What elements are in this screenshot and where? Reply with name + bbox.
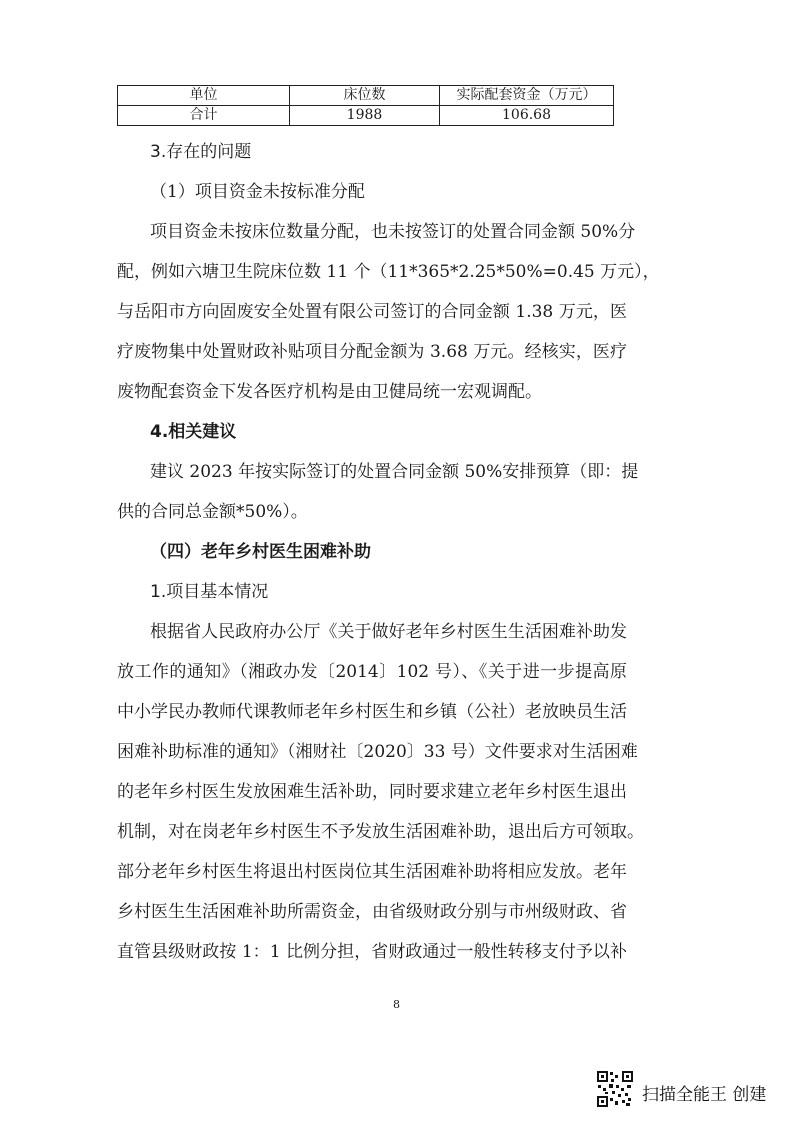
table-cell: 106.68 (440, 106, 614, 126)
table-row (118, 106, 614, 126)
page-number: 8 (393, 998, 400, 1011)
paragraph-line: 废物配套资金下发各医疗机构是由卫健局统一宏观调配。 (117, 382, 542, 402)
paragraph-line: 配，例如六塘卫生院床位数 11 个（11*365*2.25*50%=0.45 万元）， (117, 262, 660, 282)
table-header-cell: 床位数 (290, 86, 440, 106)
table-header-cell: 单位 (118, 86, 290, 106)
funding-table (117, 85, 614, 126)
sub-heading: （1）项目资金未按标准分配 (150, 182, 365, 202)
paragraph-line: 疗废物集中处置财政补贴项目分配金额为 3.68 万元。经核实，医疗 (117, 342, 627, 362)
paragraph-line: 放工作的通知》（湘政办发〔2014〕102 号）、《关于进一步提高原 (117, 662, 627, 682)
sub-heading: 1.项目基本情况 (150, 582, 269, 602)
table-header-row (118, 86, 614, 106)
paragraph-line: 困难补助标准的通知》（湘财社〔2020〕33 号）文件要求对生活困难 (117, 742, 638, 762)
paragraph-line: 机制，对在岗老年乡村医生不予发放生活困难补助，退出后方可领取。 (117, 822, 644, 842)
section-heading: （四）老年乡村医生困难补助 (150, 542, 371, 562)
paragraph-line: 项目资金未按床位数量分配，也未按签订的处置合同金额 50%分 (150, 222, 636, 242)
paragraph-line: 的老年乡村医生发放困难生活补助，同时要求建立老年乡村医生退出 (117, 782, 627, 802)
paragraph-line: 部分老年乡村医生将退出村医岗位其生活困难补助将相应发放。老年 (117, 862, 627, 882)
paragraph-line: 根据省人民政府办公厅《关于做好老年乡村医生生活困难补助发 (150, 622, 627, 642)
paragraph-line: 供的合同总金额*50%）。 (117, 502, 308, 522)
table-cell: 合计 (118, 106, 290, 126)
paragraph-line: 中小学民办教师代课教师老年乡村医生和乡镇（公社）老放映员生活 (117, 702, 627, 722)
paragraph-line: 建议 2023 年按实际签订的处置合同金额 50%安排预算（即：提 (150, 462, 639, 482)
paragraph-line: 乡村医生生活困难补助所需资金，由省级财政分别与市州级财政、省 (117, 902, 627, 922)
section-heading: 3.存在的问题 (150, 142, 252, 162)
scanner-watermark (596, 1070, 786, 1110)
table-cell: 1988 (290, 106, 440, 126)
scanner-brand-text: 扫描全能王 创建 (642, 1085, 767, 1105)
qr-code-icon (596, 1070, 634, 1108)
table-header-cell: 实际配套资金（万元） (440, 86, 614, 106)
paragraph-line: 直管县级财政按 1：1 比例分担，省财政通过一般性转移支付予以补 (117, 942, 627, 962)
paragraph-line: 与岳阳市方向固废安全处置有限公司签订的合同金额 1.38 万元，医 (117, 302, 627, 322)
section-heading: 4.相关建议 (150, 422, 237, 442)
